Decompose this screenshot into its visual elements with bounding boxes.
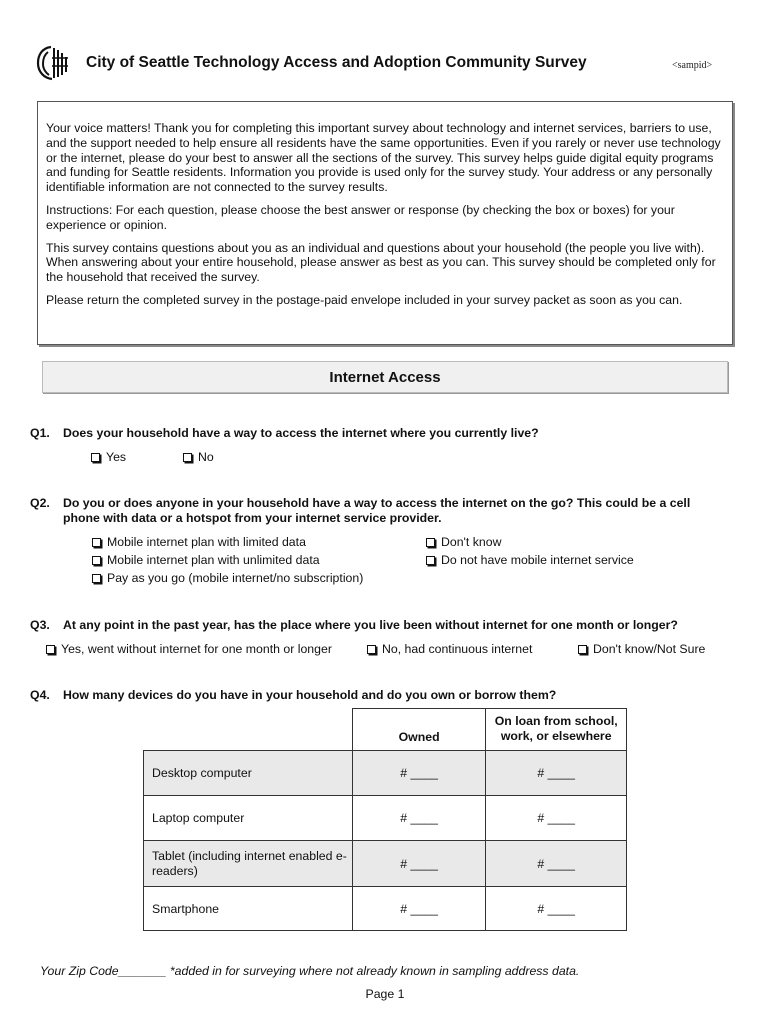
zip-code-note: Your Zip Code_______ *added in for surveying where not already known in sampling address data.	[40, 964, 580, 978]
q2-option-limited[interactable]: Mobile internet plan with limited data	[92, 535, 306, 549]
q3-option-yes[interactable]: Yes, went without internet for one month or longer	[46, 642, 332, 656]
q4-question: How many devices do you have in your household and do you own or borrow them?	[63, 688, 557, 702]
table-row	[144, 751, 627, 796]
q1-number: Q1.	[30, 426, 50, 440]
checkbox-icon[interactable]	[426, 556, 435, 565]
q1-question: Does your household have a way to access the internet where you currently live?	[63, 426, 539, 440]
checkbox-icon[interactable]	[91, 453, 100, 462]
q3-option-dont-know[interactable]: Don't know/Not Sure	[578, 642, 705, 656]
q3-number: Q3.	[30, 618, 50, 632]
checkbox-icon[interactable]	[578, 645, 587, 654]
instructions-paragraph: Instructions: For each question, please choose the best answer or response (by checking the box or boxes) for your experience or opinion.	[46, 202, 675, 232]
checkbox-icon[interactable]	[92, 538, 101, 547]
loan-count-field[interactable]: # ____	[486, 887, 627, 931]
owned-count-field[interactable]: # ____	[352, 796, 486, 841]
table-row	[144, 887, 627, 931]
loan-count-field[interactable]: # ____	[486, 796, 627, 841]
q3-option-no[interactable]: No, had continuous internet	[367, 642, 532, 656]
checkbox-icon[interactable]	[92, 574, 101, 583]
checkbox-icon[interactable]	[46, 645, 55, 654]
loan-count-field[interactable]: # ____	[486, 751, 627, 796]
q2-option-payg[interactable]: Pay as you go (mobile internet/no subscription)	[92, 571, 363, 585]
loan-count-field[interactable]: # ____	[486, 841, 627, 887]
q2-question: Do you or does anyone in your household have a way to access the internet on the go? This could be a cell phone with data or a hotspot from your internet service provider.	[63, 496, 691, 525]
device-label: Desktop computer	[144, 751, 353, 796]
checkbox-icon[interactable]	[367, 645, 376, 654]
table-row	[144, 841, 627, 887]
owned-count-field[interactable]: # ____	[352, 887, 486, 931]
devices-table	[143, 708, 627, 931]
owned-count-field[interactable]: # ____	[352, 841, 486, 887]
checkbox-icon[interactable]	[92, 556, 101, 565]
column-header-loan: On loan from school, work, or elsewhere	[486, 709, 627, 751]
q2-option-no-mobile[interactable]: Do not have mobile internet service	[426, 553, 634, 567]
intro-box	[37, 101, 733, 345]
q1-option-yes[interactable]: Yes	[91, 450, 126, 464]
q2-option-dont-know[interactable]: Don't know	[426, 535, 501, 549]
q2-option-unlimited[interactable]: Mobile internet plan with unlimited data	[92, 553, 320, 567]
q4-number: Q4.	[30, 688, 50, 702]
household-paragraph: This survey contains questions about you as an individual and questions about your household (the people you live with). When answering about your entire household, please answer as best as you can. This survey should be completed only for the household that received the survey.	[46, 240, 716, 285]
sample-id: <sampid>	[672, 60, 713, 71]
table-row	[144, 796, 627, 841]
checkbox-icon[interactable]	[426, 538, 435, 547]
section-title: Internet Access	[42, 361, 728, 393]
column-header-owned: Owned	[352, 709, 486, 751]
q2-number: Q2.	[30, 496, 50, 510]
survey-title: City of Seattle Technology Access and Adoption Community Survey	[86, 54, 587, 71]
city-seal-logo	[36, 44, 70, 82]
intro-paragraph: Your voice matters! Thank you for completing this important survey about technology and internet services, barriers to use, and the support needed to help ensure all residents have the same opportunities. Even if you rarely or never use technology or the internet, please do your best to answer all the sections of the survey. This survey helps guide digital equity programs and funding for Seattle residents. Information you provide is used only for the survey study. Your address or any personally identifiable information are not connected to the survey results.	[46, 121, 721, 195]
device-label: Tablet (including internet enabled e-readers)	[144, 841, 353, 887]
page-number: Page 1	[365, 987, 405, 1001]
device-label: Laptop computer	[144, 796, 353, 841]
q3-question: At any point in the past year, has the place where you live been without internet for one month or longer?	[63, 618, 678, 632]
owned-count-field[interactable]: # ____	[352, 751, 486, 796]
device-label: Smartphone	[144, 887, 353, 931]
q1-option-no[interactable]: No	[183, 450, 214, 464]
checkbox-icon[interactable]	[183, 453, 192, 462]
return-paragraph: Please return the completed survey in the postage-paid envelope included in your survey packet as soon as you can.	[46, 292, 683, 307]
